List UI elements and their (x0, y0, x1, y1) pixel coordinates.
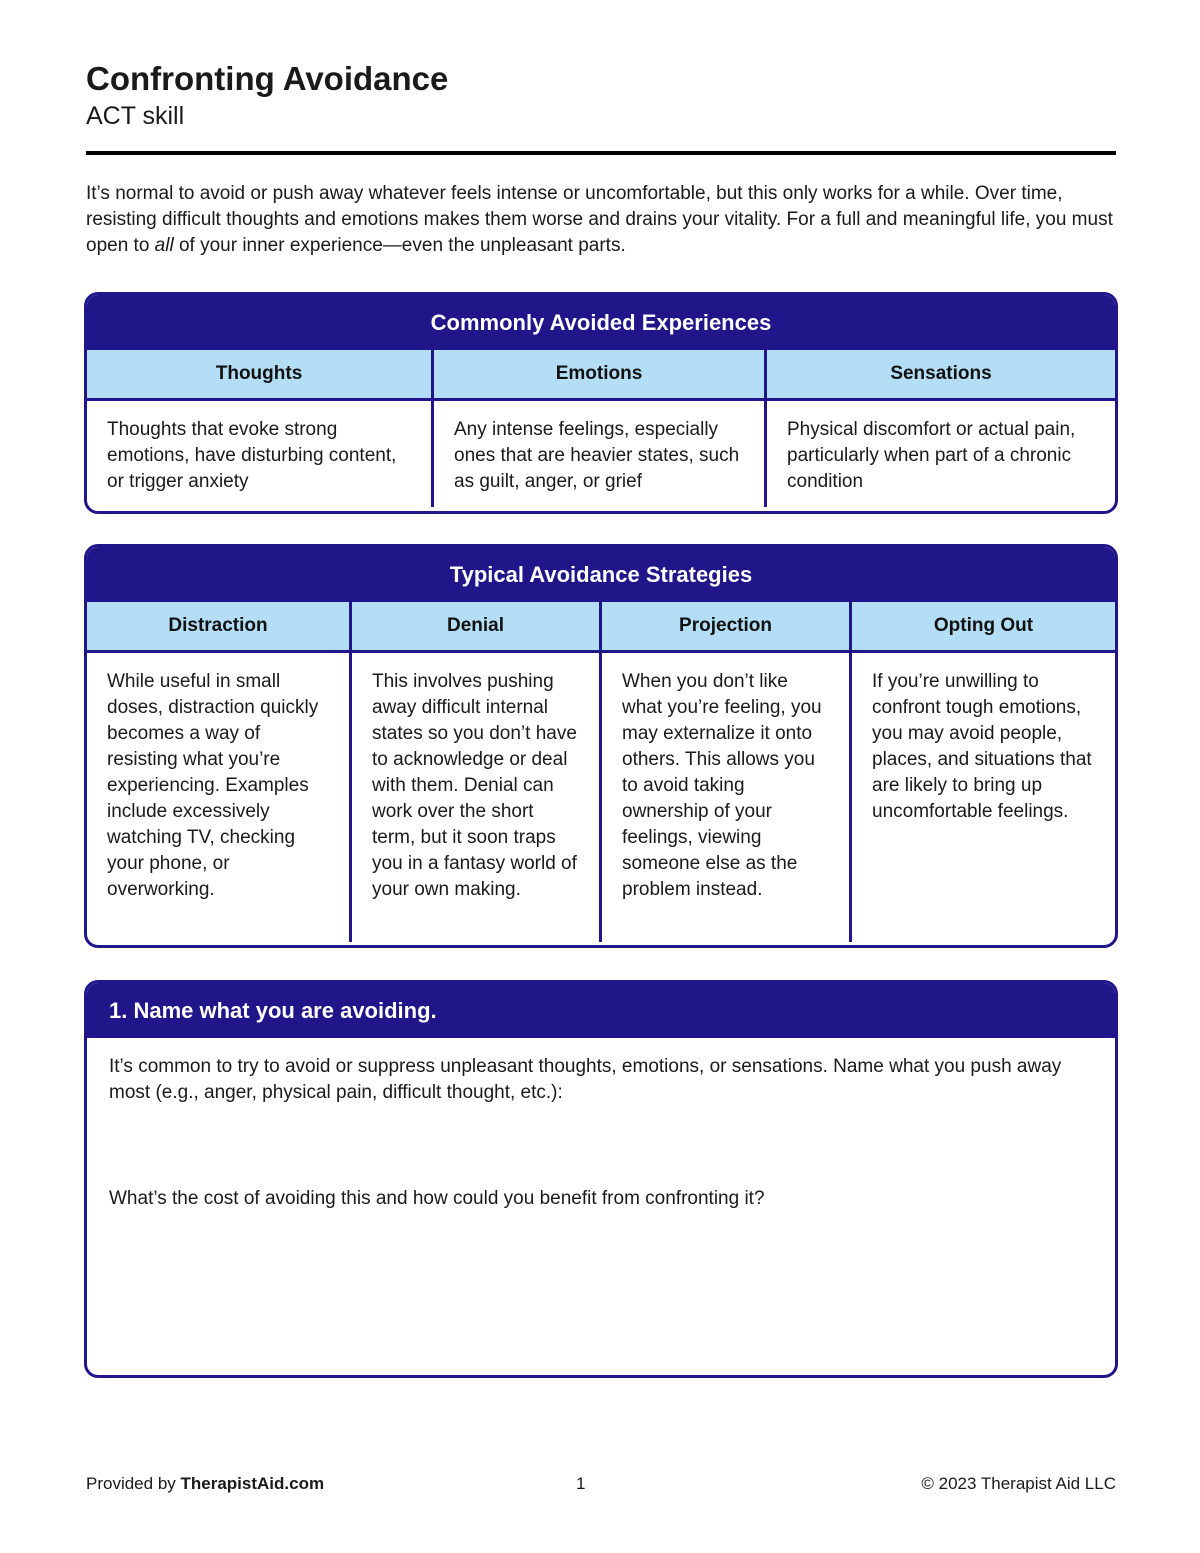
strategy-header-projection: Projection (602, 602, 849, 653)
footer-provider-link[interactable]: TherapistAid.com (180, 1474, 325, 1493)
intro-emphasis: all (154, 235, 174, 256)
experience-header-thoughts: Thoughts (87, 350, 431, 401)
intro-paragraph (86, 181, 1116, 259)
strategy-column-distraction (87, 602, 349, 942)
page-number: 1 (576, 1474, 586, 1493)
strategy-header-denial: Denial (352, 602, 599, 653)
page-subtitle: ACT skill (86, 102, 185, 130)
strategy-header-opting-out: Opting Out (852, 602, 1115, 653)
answer-area-2[interactable] (109, 1212, 1093, 1352)
strategy-text-projection: When you don’t like what you’re feeling, you may externalize it onto others. This allows you to avoid taking ownership of your feelings, viewing someone else as the problem instead. (622, 671, 822, 900)
footer-copyright: © 2023 Therapist Aid LLC (921, 1474, 1116, 1493)
footer-provided-by (86, 1474, 324, 1494)
answer-area-1[interactable] (109, 1106, 1093, 1186)
experience-text-sensations: Physical discomfort or actual pain, particularly when part of a chronic condition (787, 419, 1076, 492)
title-divider (86, 151, 1116, 155)
strategy-header-distraction: Distraction (87, 602, 349, 653)
strategy-column-opting-out (849, 602, 1115, 942)
strategies-grid (87, 602, 1115, 942)
experience-header-emotions: Emotions (434, 350, 764, 401)
experience-column-emotions (431, 350, 764, 507)
strategies-card (84, 544, 1118, 948)
exercise-card (84, 980, 1118, 1378)
strategies-heading: Typical Avoidance Strategies (87, 547, 1115, 602)
intro-text-before: It’s normal to avoid or push away whatever feels intense or uncomfortable, but this only works for a while. Over time, resisting difficult thoughts and emotions makes them worse and drains your vitality. For a full and meaningful life, you must open to (86, 183, 1113, 256)
intro-text-after: of your inner experience—even the unpleasant parts. (173, 235, 626, 256)
page-title: Confronting Avoidance (86, 60, 449, 97)
experiences-card (84, 292, 1118, 514)
strategy-column-denial (349, 602, 599, 942)
experience-header-sensations: Sensations (767, 350, 1115, 401)
exercise-heading: 1. Name what you are avoiding. (87, 983, 1115, 1038)
experience-text-emotions: Any intense feelings, especially ones that are heavier states, such as guilt, anger, or grief (454, 419, 740, 492)
experiences-heading: Commonly Avoided Experiences (87, 295, 1115, 350)
exercise-prompt-1: It’s common to try to avoid or suppress unpleasant thoughts, emotions, or sensations. Name what you push away most (e.g., anger, physical pain, difficult thought, etc.): (109, 1056, 1062, 1103)
experiences-grid (87, 350, 1115, 507)
strategy-text-denial: This involves pushing away difficult internal states so you don’t have to acknowledge or deal with them. Denial can work over the short term, but it soon traps you in a fantasy world of your own making. (372, 671, 577, 900)
strategy-column-projection (599, 602, 849, 942)
strategy-text-distraction: While useful in small doses, distraction quickly becomes a way of resisting what you’re experiencing. Examples include excessively watching TV, checking your phone, or overworking. (107, 671, 319, 900)
experience-column-thoughts (87, 350, 431, 507)
footer-provided-prefix: Provided by (86, 1474, 181, 1493)
strategy-text-opting-out: If you’re unwilling to confront tough emotions, you may avoid people, places, and situations that are likely to bring up uncomfortable feelings. (872, 671, 1092, 822)
experience-text-thoughts: Thoughts that evoke strong emotions, have disturbing content, or trigger anxiety (107, 419, 397, 492)
experience-column-sensations (764, 350, 1115, 507)
exercise-prompt-2: What’s the cost of avoiding this and how could you benefit from confronting it? (109, 1188, 765, 1209)
footer (86, 1474, 1116, 1498)
